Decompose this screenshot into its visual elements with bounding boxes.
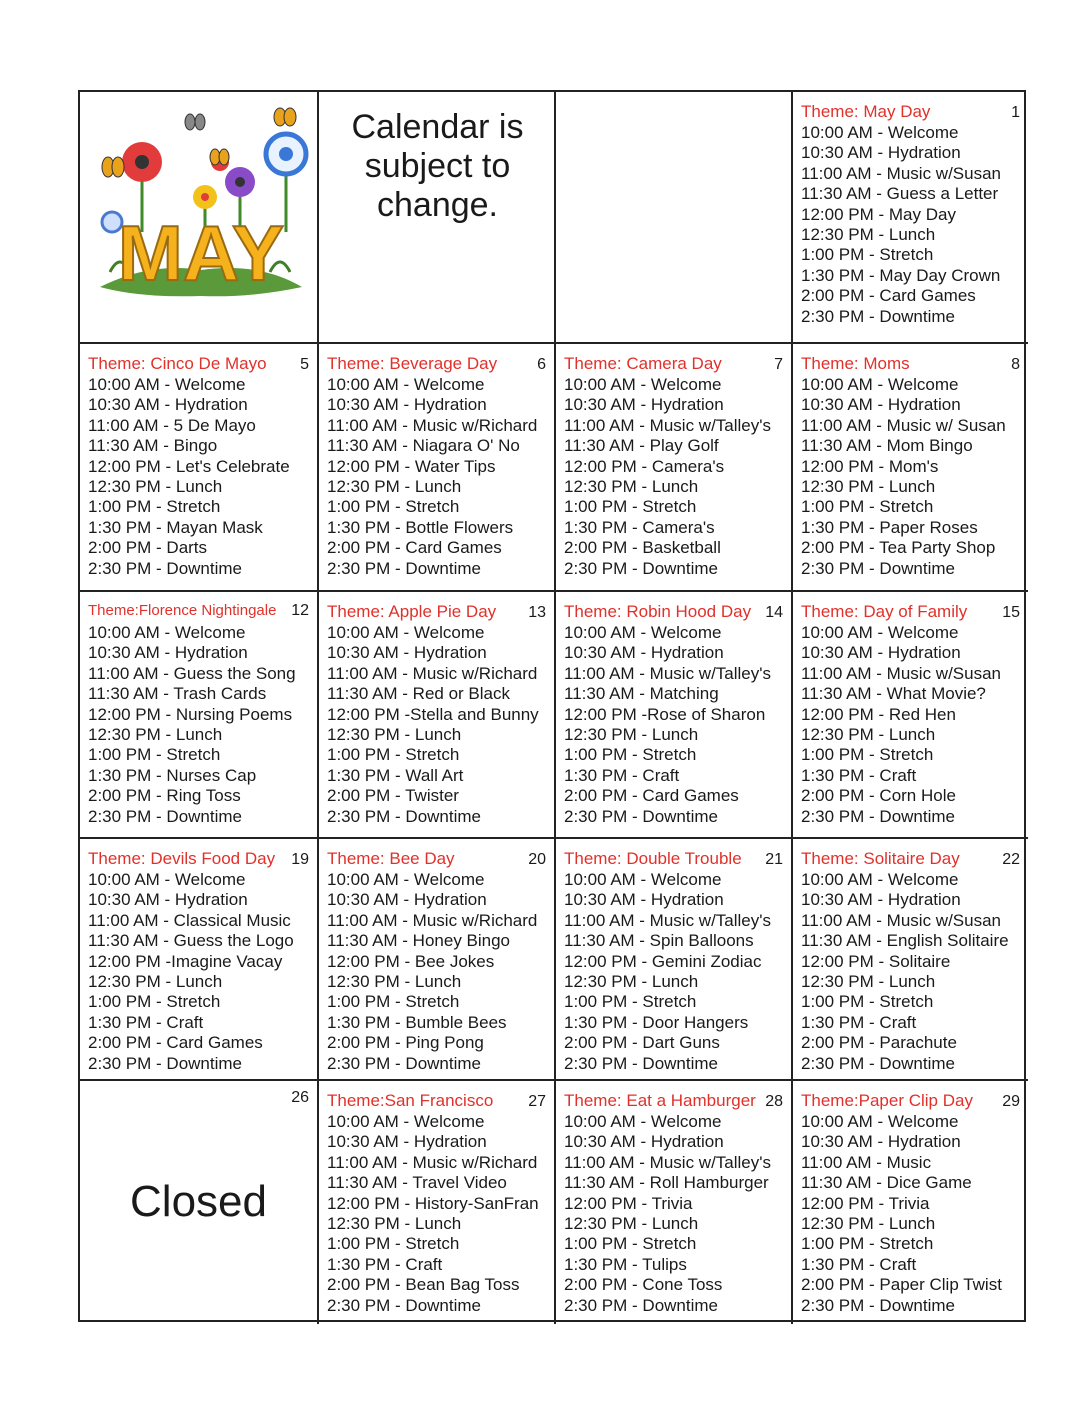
day-cell bbox=[80, 344, 319, 592]
event-item: 10:00 AM - Welcome bbox=[801, 375, 959, 394]
event-item: 11:30 AM - Red or Black bbox=[327, 684, 510, 704]
event-item: 12:00 PM - Nursing Poems bbox=[88, 704, 293, 724]
event-item: 12:00 PM -Imagine Vacay bbox=[88, 951, 283, 971]
event-item: 12:30 PM - Lunch bbox=[801, 477, 936, 497]
event-item: 2:30 PM - Downtime bbox=[88, 1053, 242, 1073]
event-item: 1:00 PM - Stretch bbox=[801, 245, 934, 265]
event-item: 12:30 PM - Lunch bbox=[801, 225, 936, 245]
event-item: 1:00 PM - Stretch bbox=[88, 992, 221, 1012]
day-number: 14 bbox=[765, 604, 783, 621]
day-theme: Theme: Bee Day bbox=[327, 849, 455, 868]
event-item: 2:30 PM - Downtime bbox=[801, 1295, 955, 1315]
event-list bbox=[327, 870, 548, 1074]
event-item: 11:30 AM - Spin Balloons bbox=[564, 931, 754, 951]
event-item: 2:30 PM - Downtime bbox=[801, 1053, 955, 1073]
event-item: 11:00 AM - Music w/Talley's bbox=[564, 910, 771, 930]
event-item: 10:30 AM - Hydration bbox=[327, 890, 487, 910]
event-list bbox=[801, 1112, 1022, 1316]
event-item: 12:30 PM - Lunch bbox=[801, 972, 936, 992]
event-item: 2:00 PM - Ping Pong bbox=[327, 1033, 484, 1053]
day-theme: Theme: Cinco De Mayo bbox=[88, 354, 267, 373]
day-header bbox=[88, 602, 311, 623]
event-item: 12:30 PM - Lunch bbox=[564, 477, 699, 497]
day-number: 28 bbox=[765, 1093, 783, 1110]
event-item: 12:00 PM - Water Tips bbox=[327, 456, 496, 476]
day-theme: Theme: Beverage Day bbox=[327, 354, 498, 373]
event-item: 1:30 PM - Wall Art bbox=[327, 765, 464, 785]
event-item: 2:00 PM - Darts bbox=[88, 538, 208, 558]
event-item: 12:00 PM -Rose of Sharon bbox=[564, 704, 766, 724]
day-theme: Theme: May Day bbox=[801, 102, 931, 121]
event-list bbox=[564, 623, 785, 827]
event-item: 2:00 PM - Twister bbox=[327, 786, 459, 806]
day-theme: Theme: Double Trouble bbox=[564, 849, 742, 868]
event-item: 12:30 PM - Lunch bbox=[801, 725, 936, 745]
event-item: 1:30 PM - Door Hangers bbox=[564, 1012, 749, 1032]
event-item: 10:00 AM - Welcome bbox=[327, 1112, 485, 1131]
event-item: 10:30 AM - Hydration bbox=[801, 890, 961, 910]
event-item: 2:30 PM - Downtime bbox=[88, 806, 242, 826]
event-item: 11:00 AM - Classical Music bbox=[88, 910, 291, 930]
event-list bbox=[88, 870, 311, 1074]
day-cell bbox=[556, 1081, 793, 1324]
event-item: 12:00 PM - Camera's bbox=[564, 456, 725, 476]
event-item: 10:00 AM - Welcome bbox=[564, 375, 722, 394]
event-item: 2:00 PM - Card Games bbox=[88, 1033, 263, 1053]
event-item: 12:30 PM - Lunch bbox=[88, 972, 223, 992]
event-item: 12:30 PM - Lunch bbox=[88, 477, 223, 497]
event-item: 2:30 PM - Downtime bbox=[801, 306, 955, 326]
event-item: 10:30 AM - Hydration bbox=[564, 643, 724, 663]
event-item: 11:00 AM - Music w/Susan bbox=[801, 163, 1001, 183]
day-header bbox=[801, 602, 1022, 623]
day-number: 8 bbox=[1011, 356, 1020, 373]
event-item: 10:00 AM - Welcome bbox=[564, 623, 722, 642]
day-cell bbox=[80, 839, 319, 1081]
event-item: 1:00 PM - Stretch bbox=[801, 1234, 934, 1254]
event-item: 2:00 PM - Tea Party Shop bbox=[801, 538, 996, 558]
event-list bbox=[564, 870, 785, 1074]
event-item: 1:30 PM - Nurses Cap bbox=[88, 765, 257, 785]
event-item: 2:30 PM - Downtime bbox=[564, 1295, 718, 1315]
event-item: 12:00 PM - Trivia bbox=[801, 1193, 930, 1213]
event-list bbox=[327, 375, 548, 579]
event-item: 12:30 PM - Lunch bbox=[327, 972, 462, 992]
event-item: 10:00 AM - Welcome bbox=[88, 623, 246, 642]
event-item: 11:30 AM - Guess a Letter bbox=[801, 184, 999, 204]
event-item: 12:30 PM - Lunch bbox=[327, 1214, 462, 1234]
event-item: 12:00 PM - Gemini Zodiac bbox=[564, 951, 762, 971]
event-item: 1:30 PM - Mayan Mask bbox=[88, 517, 263, 537]
day-number: 27 bbox=[528, 1093, 546, 1110]
event-item: 2:00 PM - Basketball bbox=[564, 538, 721, 558]
day-cell bbox=[793, 839, 1028, 1081]
event-item: 2:30 PM - Downtime bbox=[327, 1053, 481, 1073]
event-item: 1:30 PM - May Day Crown bbox=[801, 265, 1001, 285]
event-item: 12:00 PM -Stella and Bunny bbox=[327, 704, 539, 724]
event-item: 2:00 PM - Card Games bbox=[564, 786, 739, 806]
day-number: 20 bbox=[528, 851, 546, 868]
may-flowers-artwork bbox=[90, 102, 312, 302]
event-item: 1:00 PM - Stretch bbox=[327, 497, 460, 517]
event-item: 11:30 AM - Roll Hamburger bbox=[564, 1173, 769, 1193]
event-item: 1:30 PM - Paper Roses bbox=[801, 517, 978, 537]
event-item: 10:00 AM - Welcome bbox=[801, 1112, 959, 1131]
event-item: 11:30 AM - Dice Game bbox=[801, 1173, 972, 1193]
day-cell bbox=[793, 592, 1028, 839]
event-item: 10:00 AM - Welcome bbox=[88, 870, 246, 889]
event-item: 11:00 AM - Music w/Susan bbox=[801, 910, 1001, 930]
event-item: 12:30 PM - Lunch bbox=[327, 477, 462, 497]
day-number: 29 bbox=[1002, 1093, 1020, 1110]
event-item: 12:00 PM - Bee Jokes bbox=[327, 951, 495, 971]
event-item: 1:30 PM - Camera's bbox=[564, 517, 715, 537]
event-item: 1:30 PM - Craft bbox=[801, 1012, 917, 1032]
event-item: 12:30 PM - Lunch bbox=[564, 725, 699, 745]
event-list bbox=[801, 623, 1022, 827]
event-item: 10:30 AM - Hydration bbox=[801, 395, 961, 415]
event-item: 12:00 PM - May Day bbox=[801, 204, 956, 224]
event-item: 10:00 AM - Welcome bbox=[88, 375, 246, 394]
event-item: 11:30 AM - Bingo bbox=[88, 436, 218, 456]
event-list bbox=[88, 623, 311, 827]
day-number: 7 bbox=[774, 356, 783, 373]
event-list bbox=[801, 123, 1022, 327]
event-item: 11:00 AM - Music w/Richard bbox=[327, 910, 538, 930]
event-item: 10:30 AM - Hydration bbox=[88, 643, 248, 663]
event-item: 11:30 AM - Honey Bingo bbox=[327, 931, 511, 951]
day-header bbox=[564, 1091, 785, 1112]
event-item: 10:00 AM - Welcome bbox=[327, 623, 485, 642]
event-item: 2:30 PM - Downtime bbox=[327, 558, 481, 578]
event-item: 1:00 PM - Stretch bbox=[564, 1234, 697, 1254]
event-item: 11:00 AM - Music bbox=[801, 1152, 932, 1172]
event-item: 1:00 PM - Stretch bbox=[801, 745, 934, 765]
event-item: 10:00 AM - Welcome bbox=[564, 870, 722, 889]
event-item: 2:00 PM - Corn Hole bbox=[801, 786, 956, 806]
event-item: 11:00 AM - Music w/Susan bbox=[801, 663, 1001, 683]
event-item: 1:00 PM - Stretch bbox=[801, 497, 934, 517]
event-item: 10:00 AM - Welcome bbox=[801, 623, 959, 642]
event-item: 12:30 PM - Lunch bbox=[564, 1214, 699, 1234]
event-item: 11:00 AM - Music w/Talley's bbox=[564, 663, 771, 683]
day-number: 1 bbox=[1011, 104, 1020, 121]
day-number: 26 bbox=[291, 1089, 309, 1106]
event-item: 2:00 PM - Ring Toss bbox=[88, 786, 241, 806]
event-item: 10:30 AM - Hydration bbox=[327, 643, 487, 663]
event-item: 11:30 AM - Trash Cards bbox=[88, 684, 267, 704]
event-item: 12:00 PM - Red Hen bbox=[801, 704, 956, 724]
day-header bbox=[564, 354, 785, 375]
event-item: 12:00 PM - Let's Celebrate bbox=[88, 456, 290, 476]
day-header bbox=[801, 849, 1022, 870]
day-cell bbox=[319, 344, 556, 592]
day-cell bbox=[793, 1081, 1028, 1324]
event-item: 2:00 PM - Bean Bag Toss bbox=[327, 1275, 520, 1295]
closed-day-cell bbox=[80, 1081, 319, 1324]
event-item: 11:00 AM - Music w/Talley's bbox=[564, 415, 771, 435]
event-item: 11:30 AM - English Solitaire bbox=[801, 931, 1009, 951]
event-item: 1:30 PM - Craft bbox=[801, 1254, 917, 1274]
event-item: 11:00 AM - Music w/Talley's bbox=[564, 1152, 771, 1172]
day-header bbox=[564, 849, 785, 870]
event-item: 12:30 PM - Lunch bbox=[801, 1214, 936, 1234]
event-list bbox=[564, 375, 785, 579]
event-item: 10:30 AM - Hydration bbox=[327, 395, 487, 415]
event-item: 10:30 AM - Hydration bbox=[88, 395, 248, 415]
event-item: 10:00 AM - Welcome bbox=[327, 375, 485, 394]
event-item: 2:00 PM - Parachute bbox=[801, 1033, 957, 1053]
event-item: 2:30 PM - Downtime bbox=[327, 806, 481, 826]
event-item: 10:30 AM - Hydration bbox=[564, 890, 724, 910]
day-header bbox=[801, 354, 1022, 375]
day-number: 15 bbox=[1002, 604, 1020, 621]
event-item: 10:00 AM - Welcome bbox=[327, 870, 485, 889]
day-header bbox=[327, 602, 548, 623]
event-item: 2:00 PM - Cone Toss bbox=[564, 1275, 723, 1295]
event-list bbox=[88, 375, 311, 579]
day-theme: Theme: Apple Pie Day bbox=[327, 602, 497, 621]
day-number: 5 bbox=[300, 356, 309, 373]
event-item: 1:30 PM - Bumble Bees bbox=[327, 1012, 507, 1032]
event-item: 2:00 PM - Card Games bbox=[801, 286, 976, 306]
day-theme: Theme: Day of Family bbox=[801, 602, 968, 621]
event-item: 1:30 PM - Bottle Flowers bbox=[327, 517, 514, 537]
day-theme: Theme:San Francisco bbox=[327, 1091, 494, 1110]
event-item: 2:30 PM - Downtime bbox=[88, 558, 242, 578]
day-cell bbox=[319, 592, 556, 839]
event-item: 10:30 AM - Hydration bbox=[801, 143, 961, 163]
event-item: 1:30 PM - Tulips bbox=[564, 1254, 687, 1274]
event-item: 11:00 AM - Guess the Song bbox=[88, 663, 296, 683]
event-item: 1:30 PM - Craft bbox=[327, 1254, 443, 1274]
day-header bbox=[88, 849, 311, 870]
day-cell bbox=[793, 92, 1028, 344]
day-theme: Theme: Robin Hood Day bbox=[564, 602, 752, 621]
event-item: 10:30 AM - Hydration bbox=[801, 1132, 961, 1152]
event-item: 12:00 PM - Solitaire bbox=[801, 951, 951, 971]
day-header bbox=[327, 354, 548, 375]
event-item: 1:00 PM - Stretch bbox=[564, 992, 697, 1012]
event-item: 12:30 PM - Lunch bbox=[327, 725, 462, 745]
event-item: 11:30 AM - Niagara O' No bbox=[327, 436, 520, 456]
event-item: 1:00 PM - Stretch bbox=[327, 745, 460, 765]
event-list bbox=[327, 623, 548, 827]
event-item: 11:00 AM - 5 De Mayo bbox=[88, 415, 256, 435]
day-number: 22 bbox=[1002, 851, 1020, 868]
day-theme: Theme: Devils Food Day bbox=[88, 849, 276, 868]
event-item: 11:30 AM - Guess the Logo bbox=[88, 931, 294, 951]
event-item: 12:30 PM - Lunch bbox=[564, 972, 699, 992]
event-item: 12:00 PM - Trivia bbox=[564, 1193, 693, 1213]
event-item: 10:30 AM - Hydration bbox=[801, 643, 961, 663]
event-item: 11:30 AM - Travel Video bbox=[327, 1173, 507, 1193]
day-number: 12 bbox=[291, 602, 309, 619]
day-header bbox=[327, 1091, 548, 1112]
day-theme: Theme: Eat a Hamburger bbox=[564, 1091, 756, 1110]
event-item: 2:30 PM - Downtime bbox=[564, 558, 718, 578]
event-item: 11:30 AM - Play Golf bbox=[564, 436, 719, 456]
day-cell bbox=[793, 344, 1028, 592]
day-number: 13 bbox=[528, 604, 546, 621]
event-item: 2:30 PM - Downtime bbox=[327, 1295, 481, 1315]
event-item: 10:30 AM - Hydration bbox=[564, 1132, 724, 1152]
calendar-grid bbox=[78, 90, 1026, 1322]
event-item: 2:30 PM - Downtime bbox=[564, 1053, 718, 1073]
event-item: 1:00 PM - Stretch bbox=[88, 745, 221, 765]
event-item: 11:00 AM - Music w/Richard bbox=[327, 415, 538, 435]
event-item: 12:30 PM - Lunch bbox=[88, 725, 223, 745]
event-item: 10:00 AM - Welcome bbox=[801, 123, 959, 142]
notice-cell bbox=[319, 92, 556, 344]
event-item: 1:30 PM - Craft bbox=[88, 1012, 204, 1032]
calendar-notice: Calendar is subject to change. bbox=[351, 108, 524, 224]
event-item: 2:00 PM - Paper Clip Twist bbox=[801, 1275, 1002, 1295]
day-cell bbox=[556, 344, 793, 592]
event-item: 11:30 AM - What Movie? bbox=[801, 684, 986, 704]
event-list bbox=[801, 870, 1022, 1074]
day-header bbox=[801, 102, 1022, 123]
event-item: 12:00 PM - Mom's bbox=[801, 456, 939, 476]
day-theme: Theme: Moms bbox=[801, 354, 910, 373]
may-artwork-cell bbox=[80, 92, 319, 344]
day-theme: Theme: Camera Day bbox=[564, 354, 722, 373]
day-header bbox=[801, 1091, 1022, 1112]
event-list bbox=[564, 1112, 785, 1316]
event-item: 1:00 PM - Stretch bbox=[801, 992, 934, 1012]
event-item: 1:00 PM - Stretch bbox=[88, 497, 221, 517]
event-item: 2:00 PM - Dart Guns bbox=[564, 1033, 720, 1053]
event-item: 1:30 PM - Craft bbox=[801, 765, 917, 785]
event-list bbox=[327, 1112, 548, 1316]
event-item: 2:00 PM - Card Games bbox=[327, 538, 502, 558]
event-item: 11:00 AM - Music w/Richard bbox=[327, 1152, 538, 1172]
day-cell bbox=[80, 592, 319, 839]
event-item: 11:00 AM - Music w/ Susan bbox=[801, 415, 1006, 435]
event-item: 2:30 PM - Downtime bbox=[564, 806, 718, 826]
day-cell bbox=[556, 592, 793, 839]
may-art-text: MAY bbox=[117, 209, 285, 297]
day-cell bbox=[319, 1081, 556, 1324]
event-item: 2:30 PM - Downtime bbox=[801, 558, 955, 578]
day-cell bbox=[556, 839, 793, 1081]
event-item: 11:00 AM - Music w/Richard bbox=[327, 663, 538, 683]
event-item: 10:00 AM - Welcome bbox=[801, 870, 959, 889]
event-list bbox=[801, 375, 1022, 579]
day-number: 19 bbox=[291, 851, 309, 868]
event-item: 10:30 AM - Hydration bbox=[327, 1132, 487, 1152]
event-item: 1:30 PM - Craft bbox=[564, 765, 680, 785]
event-item: 11:30 AM - Matching bbox=[564, 684, 719, 704]
day-theme: Theme:Paper Clip Day bbox=[801, 1091, 973, 1110]
closed-label: Closed bbox=[130, 1177, 267, 1226]
day-number: 21 bbox=[765, 851, 783, 868]
day-cell bbox=[319, 839, 556, 1081]
event-item: 10:00 AM - Welcome bbox=[564, 1112, 722, 1131]
day-header bbox=[327, 849, 548, 870]
day-header bbox=[564, 602, 785, 623]
event-item: 1:00 PM - Stretch bbox=[564, 497, 697, 517]
event-item: 10:30 AM - Hydration bbox=[564, 395, 724, 415]
event-item: 10:30 AM - Hydration bbox=[88, 890, 248, 910]
event-item: 1:00 PM - Stretch bbox=[327, 1234, 460, 1254]
event-item: 2:30 PM - Downtime bbox=[801, 806, 955, 826]
day-header bbox=[88, 354, 311, 375]
event-item: 1:00 PM - Stretch bbox=[564, 745, 697, 765]
empty-cell bbox=[556, 92, 793, 344]
event-item: 1:00 PM - Stretch bbox=[327, 992, 460, 1012]
event-item: 12:00 PM - History-SanFran bbox=[327, 1193, 539, 1213]
event-item: 11:30 AM - Mom Bingo bbox=[801, 436, 973, 456]
day-theme: Theme:Florence Nightingale bbox=[88, 602, 277, 619]
day-number: 6 bbox=[537, 356, 546, 373]
day-theme: Theme: Solitaire Day bbox=[801, 849, 960, 868]
